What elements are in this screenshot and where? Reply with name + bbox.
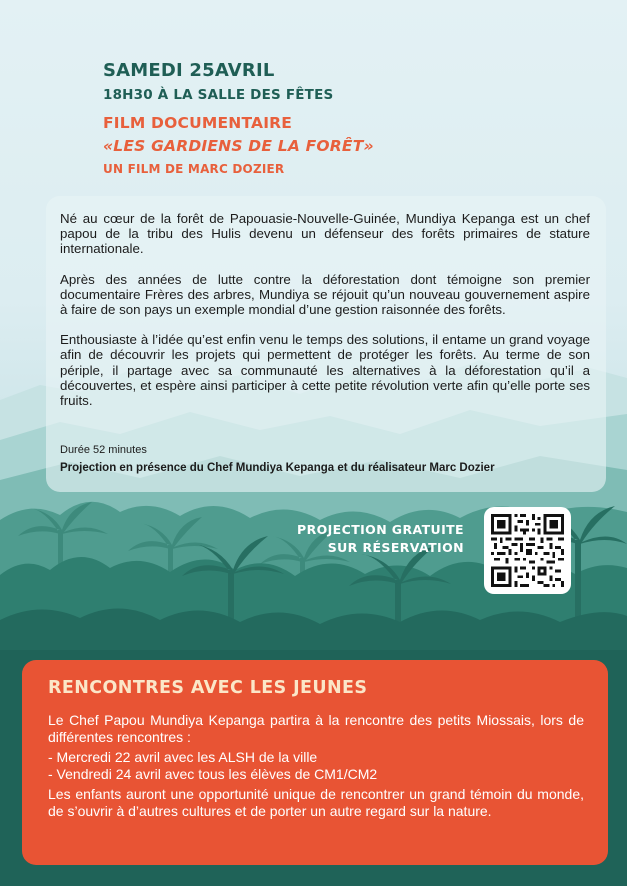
screening-guests: Projection en présence du Chef Mundiya Kepanga et du réalisateur Marc Dozier bbox=[60, 462, 495, 474]
event-type: FILM DOCUMENTAIRE bbox=[103, 114, 293, 132]
film-director: UN FILM DE MARC DOZIER bbox=[103, 162, 285, 176]
youth-outro: Les enfants auront une opportunité unique de rencontrer un grand témoin du monde, de s’ouvrir à d’autres cultures et de porter un autre regard sur la nature. bbox=[48, 786, 584, 819]
film-title: «LES GARDIENS DE LA FORÊT» bbox=[103, 137, 374, 155]
description-paragraph: Né au cœur de la forêt de Papouasie-Nouvelle-Guinée, Mundiya Kepanga est un chef papou de la tribu des Hulis devenu un défenseur des forêts primaires de stature internationale. bbox=[60, 211, 590, 257]
free-screening-label: PROJECTION GRATUITE bbox=[297, 522, 464, 537]
event-venue: 18H30 À LA SALLE DES FÊTES bbox=[103, 87, 334, 103]
film-description bbox=[60, 211, 590, 423]
youth-meetings-title: RENCONTRES AVEC LES JEUNES bbox=[48, 678, 368, 698]
reservation-label: SUR RÉSERVATION bbox=[327, 540, 464, 555]
qr-code-icon[interactable] bbox=[491, 514, 564, 587]
list-item: - Vendredi 24 avril avec tous les élèves de CM1/CM2 bbox=[48, 765, 378, 782]
youth-intro: Le Chef Papou Mundiya Kepanga partira à la rencontre des petits Miossais, lors de différentes rencontres : bbox=[48, 712, 584, 745]
list-item: - Mercredi 22 avril avec les ALSH de la ville bbox=[48, 749, 318, 765]
description-paragraph: Après des années de lutte contre la déforestation dont témoigne son premier documentaire Frères des arbres, Mundiya se réjouit qu’un nouveau gouvernement aspire à faire de son pays un exemple mondial d’une gestion raisonnée des forêts. bbox=[60, 271, 590, 318]
youth-meetings-text bbox=[48, 712, 584, 823]
youth-meetings-list bbox=[48, 749, 584, 782]
description-paragraph: Enthousiaste à l’idée qu’est enfin venu le temps des solutions, il entame un grand voyage afin de découvrir les projets qui permettent de protéger les forêts. Au terme de son périple, il partage avec sa communauté les alternatives à la déforestation qu’il a découvertes, et espère ainsi participer à cette petite révolution verte afin qu’elle porte ses fruits. bbox=[60, 332, 590, 409]
film-duration: Durée 52 minutes bbox=[60, 444, 147, 456]
event-date: SAMEDI 25AVRIL bbox=[103, 60, 275, 81]
